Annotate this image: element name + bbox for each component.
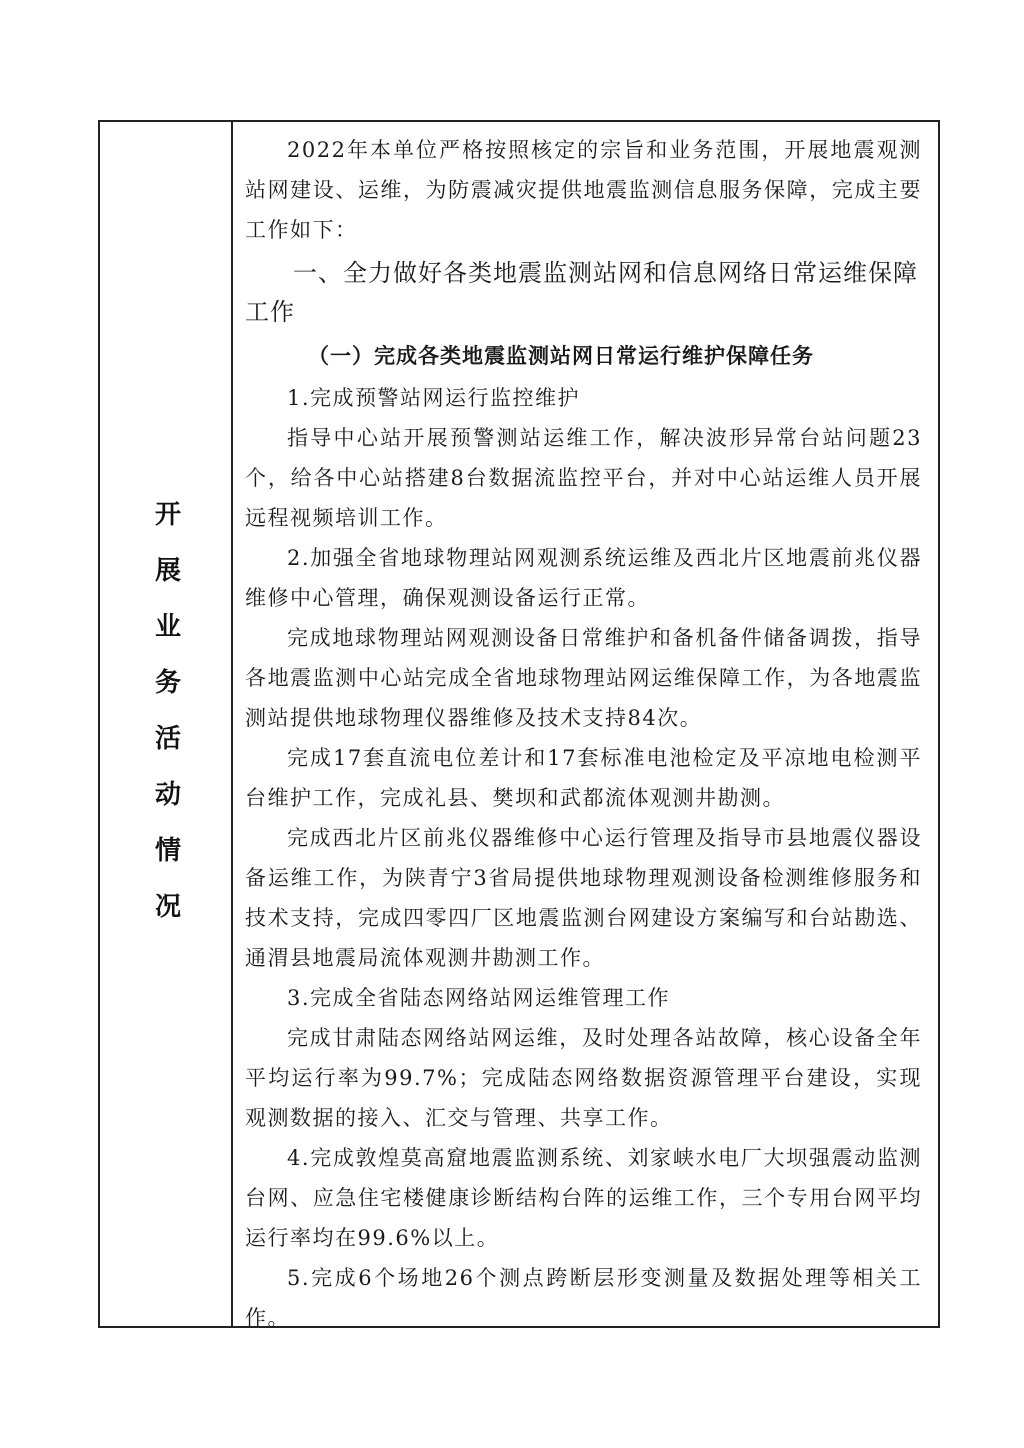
content-cell bbox=[233, 122, 938, 1330]
body-paragraph: 完成西北片区前兆仪器维修中心运行管理及指导市县地震仪器设备运维工作，为陕青宁3省局提供地球物理观测设备检测维修服务和技术支持，完成四零四厂区地震监测台网建设方案编写和台站勘选、通渭县地震局流体观测井勘测工作。 bbox=[245, 826, 922, 970]
item-paragraph: 4.完成敦煌莫高窟地震监测系统、刘家峡水电厂大坝强震动监测台网、应急住宅楼健康诊断结构台阵的运维工作，三个专用台网平均运行率均在99.6%以上。 bbox=[245, 1146, 922, 1250]
side-label-cell bbox=[100, 122, 233, 1326]
body-paragraph: 完成17套直流电位差计和17套标准电池检定及平凉地电检测平台维护工作，完成礼县、樊坝和武都流体观测井勘测。 bbox=[245, 746, 922, 810]
document-table bbox=[98, 120, 940, 1328]
item-heading: 2.加强全省地球物理站网观测系统运维及西北片区地震前兆仪器维修中心管理，确保观测设备运行正常。 bbox=[245, 546, 922, 610]
item-heading: 3.完成全省陆态网络站网运维管理工作 bbox=[287, 986, 671, 1010]
subsection-heading: （一）完成各类地震监测站网日常运行维护保障任务 bbox=[308, 343, 814, 368]
item-paragraph: 5.完成6个场地26个测点跨断层形变测量及数据处理等相关工作。 bbox=[245, 1266, 922, 1330]
body-paragraph: 完成地球物理站网观测设备日常维护和备机备件储备调拨，指导各地震监测中心站完成全省地球物理站网运维保障工作，为各地震监测站提供地球物理仪器维修及技术支持84次。 bbox=[245, 626, 922, 730]
item-heading: 1.完成预警站网运行监控维护 bbox=[287, 386, 581, 410]
body-paragraph: 完成甘肃陆态网络站网运维，及时处理各站故障，核心设备全年平均运行率为99.7%；完成陆态网络数据资源管理平台建设，实现观测数据的接入、汇交与管理、共享工作。 bbox=[245, 1026, 922, 1130]
section-heading: 一、全力做好各类地震监测站网和信息网络日常运维保障工作 bbox=[245, 259, 918, 326]
side-label: 开展业务活动情况 bbox=[150, 500, 181, 948]
body-paragraph: 指导中心站开展预警测站运维工作，解决波形异常台站问题23个，给各中心站搭建8台数据流监控平台，并对中心站运维人员开展远程视频培训工作。 bbox=[245, 426, 922, 530]
intro-paragraph: 2022年本单位严格按照核定的宗旨和业务范围，开展地震观测站网建设、运维，为防震减灾提供地震监测信息服务保障，完成主要工作如下： bbox=[245, 138, 922, 242]
